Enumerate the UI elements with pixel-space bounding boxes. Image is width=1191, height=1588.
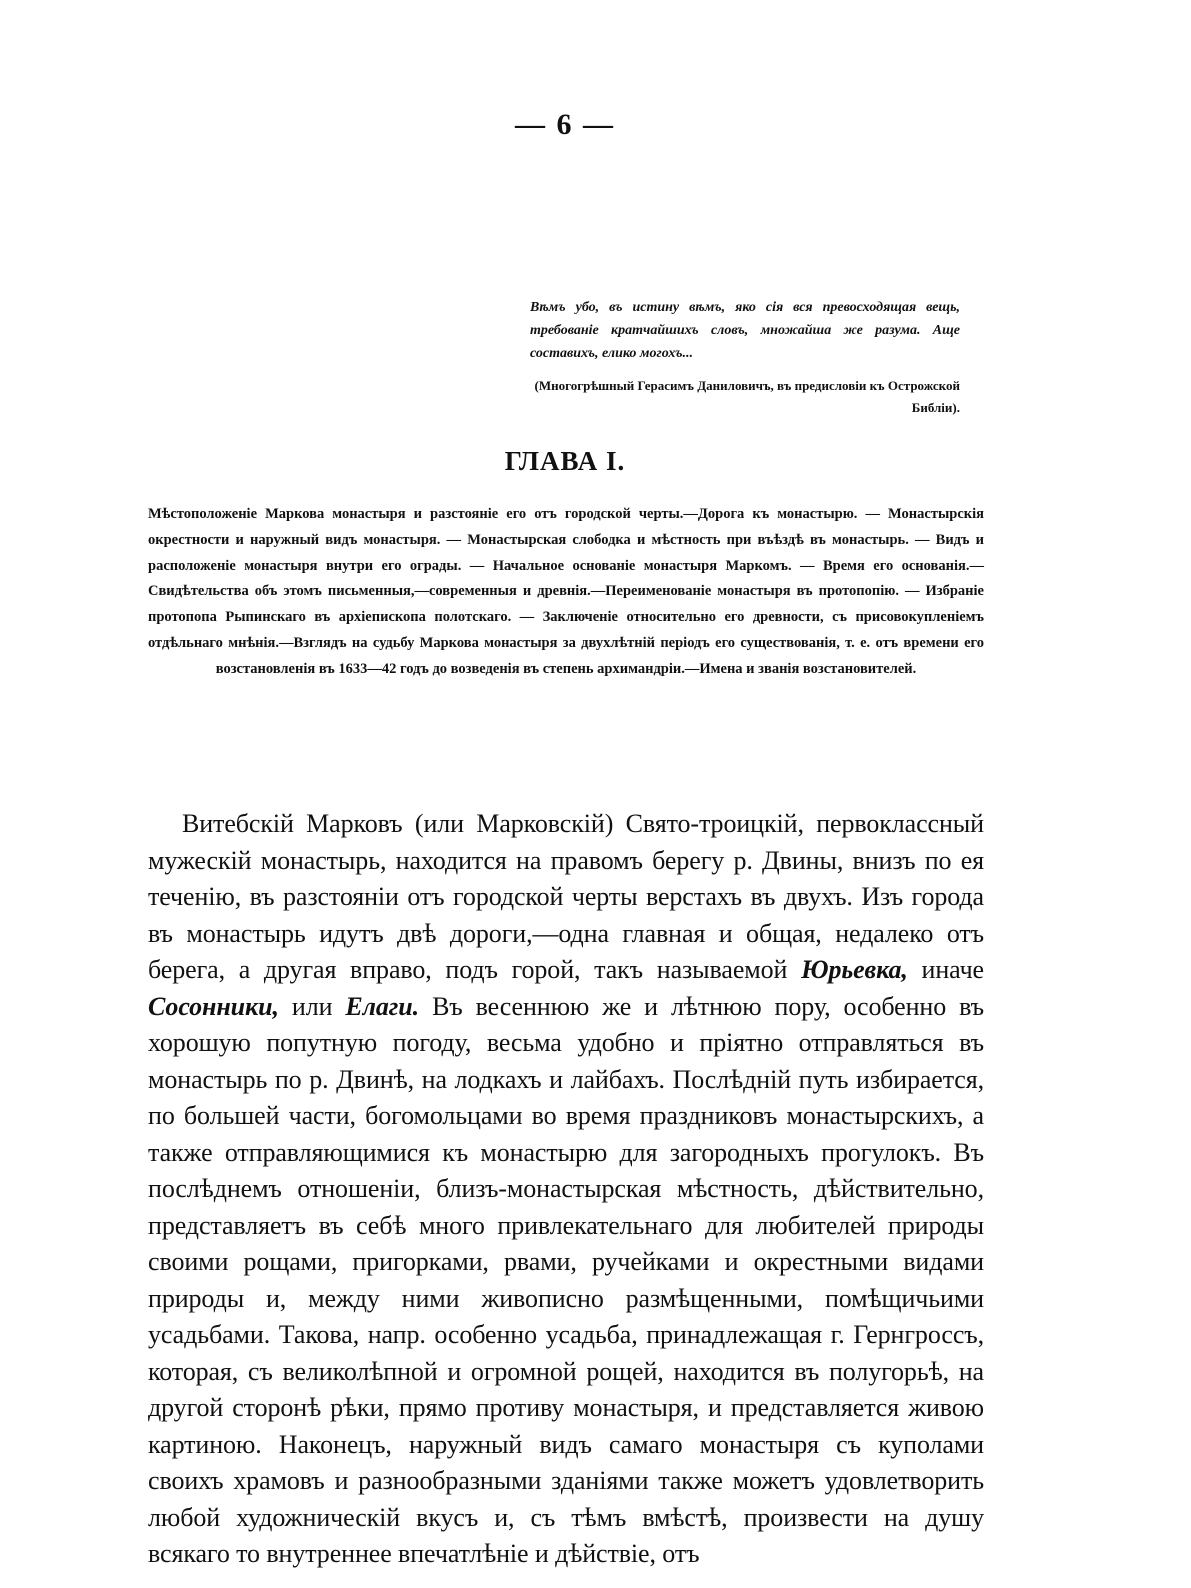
epigraph-text: Вѣмъ убо, въ истину вѣмъ, яко сія вся превосходящая вещь, требованіе кратчайшихъ словъ, множайша же разума. Аще составихъ, елико могохъ... — [530, 300, 960, 361]
page-number: — 6 — — [515, 108, 615, 141]
body-paragraph — [148, 806, 984, 1573]
epigraph-source: (Многогрѣшный Герасимъ Даниловичъ, въ предисловіи къ Острожской Библіи). — [534, 378, 960, 415]
place-name: Елаги. — [345, 991, 420, 1021]
chapter-summary: Мѣстоположеніе Маркова монастыря и разстояніе его отъ городской черты.—Дорога къ монастырю. — Монастырскія окрестности и наружный видъ монастыря. — Монастырская слободка и мѣстность при въѣздѣ въ монастырь. — Видъ и расположеніе монастыря внутри его ограды. — Начальное основаніе монастыря Маркомъ. — Время его основанія.—Свидѣтельства объ этомъ письменныя,—современныя и древнія.—Переименованіе монастыря въ протопопію. — Избраніе протопопа Рыпинскаго въ архіепископа полотскаго. — Заключеніе относительно его древности, съ присовокупленіемъ отдѣльнаго мнѣнія.—Взглядъ на судьбу Маркова монастыря за двухлѣтній періодъ его существованія, т. е. отъ времени его возстановленія въ 1633—42 годъ до возведенія въ степень архимандріи.—Имена и званія возстановителей. — [148, 506, 984, 677]
chapter-title: ГЛАВА I. — [504, 446, 626, 476]
body-text-part: Витебскій Марковъ (или Марковскій) Свято-троицкій, первоклассный мужескій монастырь, находится на правомъ берегу р. Двины, внизъ по ея теченію, въ разстояніи отъ городской черты верстахъ въ двухъ. Изъ города въ монастырь идутъ двѣ дороги,—одна главная и общая, недалеко отъ берега, а другая вправо, подъ горой, такъ называемой — [148, 809, 984, 984]
body-text-part: Въ весеннюю же и лѣтнюю пору, особенно въ хорошую попутную погоду, весьма удобно и пріятно отправляться въ монастырь по р. Двинѣ, на лодкахъ и лайбахъ. Послѣдній путь избирается, по большей части, богомольцами во время праздниковъ монастырскихъ, а также отправляющимися къ монастырю для загородныхъ прогулокъ. Въ послѣднемъ отношеніи, близъ-монастырская мѣстность, дѣйствительно, представляетъ въ себѣ много привлекательнаго для любителей природы своими рощами, пригорками, рвами, ручейками и окрестными видами природы и, между ними живописно размѣщенными, помѣщичьими усадьбами. Такова, напр. особенно усадьба, принадлежащая г. Гернгроссъ, которая, съ великолѣпной и огромной рощей, находится въ полугорьѣ, на другой сторонѣ рѣки, прямо противу монастыря, и представляется живою картиною. Наконецъ, наружный видъ самаго монастыря съ куполами своихъ храмовъ и разнообразными зданіями также можетъ удовлетворить любой художническій вкусъ и, съ тѣмъ вмѣстѣ, произвести на душу всякаго то внутреннее впечатлѣніе и дѣйствіе, отъ — [148, 991, 985, 1568]
place-name: Сосонники, — [148, 991, 279, 1021]
epigraph — [530, 296, 960, 419]
body-text-part: иначе — [921, 955, 984, 984]
body-text-part: или — [291, 991, 333, 1021]
place-name: Юрьевка, — [801, 955, 908, 984]
